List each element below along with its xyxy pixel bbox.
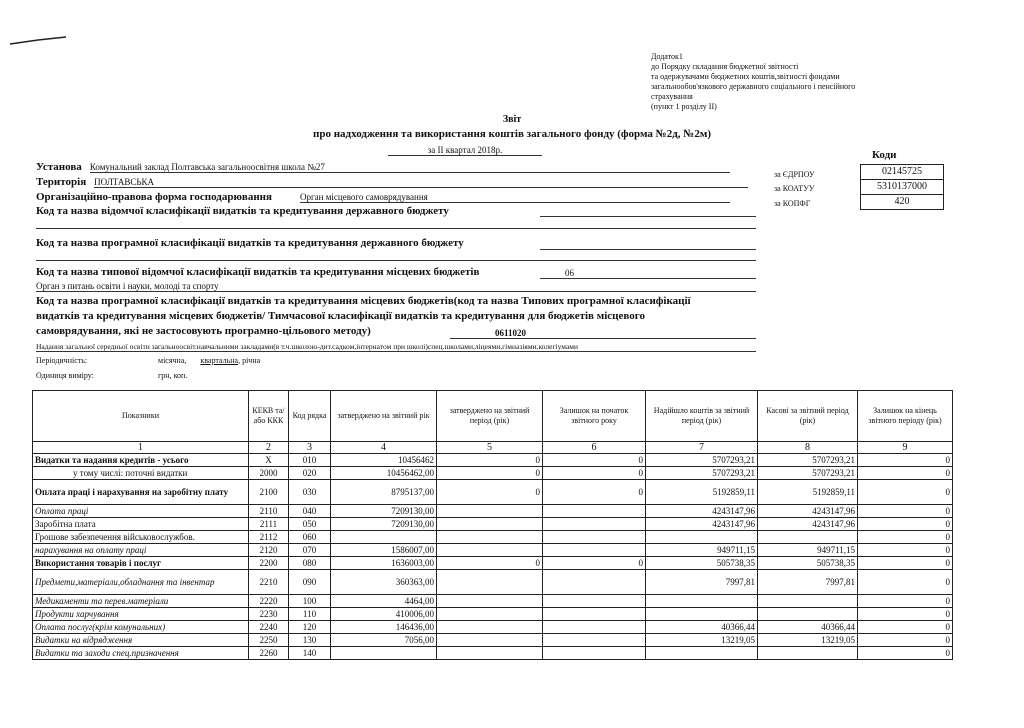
kekv-cell: 2260 bbox=[249, 647, 289, 660]
cash-cell bbox=[758, 647, 858, 660]
prog-class-line bbox=[36, 260, 756, 261]
org-form-field bbox=[36, 187, 730, 205]
row-name: Оплата праці і нарахування на заробітну плату bbox=[33, 480, 249, 505]
row-name: Медикаменти та перев.матеріали bbox=[33, 595, 249, 608]
approved-year-cell: 10456462,00 bbox=[331, 467, 437, 480]
addendum-line: страхування bbox=[651, 92, 693, 101]
received-cell bbox=[646, 595, 758, 608]
cash-cell: 5707293,21 bbox=[758, 454, 858, 467]
received-cell bbox=[646, 608, 758, 621]
cash-cell: 4243147,96 bbox=[758, 505, 858, 518]
balance-end-cell: 0 bbox=[858, 531, 953, 544]
row-name: Видатки та заходи спец.призначення bbox=[33, 647, 249, 660]
local-prog-label-2: видатків та кредитування місцевих бюджетів/ Тимчасової класифікації видатків та кредитування для бюджетів місцевого bbox=[36, 310, 645, 322]
org-form-value: Орган місцевого самоврядування bbox=[300, 192, 730, 203]
balance-start-cell bbox=[543, 595, 646, 608]
edrpou-code: 02145725 bbox=[860, 164, 944, 180]
balance-end-cell: 0 bbox=[858, 595, 953, 608]
column-number: 5 bbox=[437, 442, 543, 454]
cash-cell: 505738,35 bbox=[758, 557, 858, 570]
row-code: 100 bbox=[289, 595, 331, 608]
table-row bbox=[33, 647, 953, 660]
cash-cell bbox=[758, 608, 858, 621]
table-row bbox=[33, 608, 953, 621]
kekv-cell: 2230 bbox=[249, 608, 289, 621]
row-code: 140 bbox=[289, 647, 331, 660]
approved-year-cell: 1586007,00 bbox=[331, 544, 437, 557]
header-cell: Код рядка bbox=[289, 391, 331, 442]
row-name: у тому числі: поточні видатки bbox=[33, 467, 249, 480]
approved-period-cell: 0 bbox=[437, 480, 543, 505]
column-number-row bbox=[33, 442, 953, 454]
approved-year-cell: 410006,00 bbox=[331, 608, 437, 621]
table-row bbox=[33, 467, 953, 480]
territory-label: Територія bbox=[36, 176, 87, 188]
received-cell bbox=[646, 647, 758, 660]
approved-period-cell bbox=[437, 531, 543, 544]
column-number: 6 bbox=[543, 442, 646, 454]
received-cell: 4243147,96 bbox=[646, 518, 758, 531]
dept-class-line bbox=[36, 228, 756, 229]
addendum-note bbox=[651, 52, 855, 112]
column-number: 4 bbox=[331, 442, 437, 454]
received-cell: 505738,35 bbox=[646, 557, 758, 570]
header-cell: Залишок на кінець звітного періоду (рік) bbox=[858, 391, 953, 442]
header-cell: КЕКВ та/або ККК bbox=[249, 391, 289, 442]
approved-period-cell bbox=[437, 621, 543, 634]
table-row bbox=[33, 518, 953, 531]
kekv-cell: 2000 bbox=[249, 467, 289, 480]
unit-label: Одиниця виміру: bbox=[36, 371, 94, 380]
received-cell: 4243147,96 bbox=[646, 505, 758, 518]
row-code: 110 bbox=[289, 608, 331, 621]
header-cell: затверджено на звітний рік bbox=[331, 391, 437, 442]
balance-end-cell: 0 bbox=[858, 480, 953, 505]
periodicity-label: Періодичність: bbox=[36, 356, 88, 365]
balance-start-cell bbox=[543, 544, 646, 557]
row-name: Продукти харчування bbox=[33, 608, 249, 621]
approved-year-cell: 4464,00 bbox=[331, 595, 437, 608]
local-prog-code: 0611020 bbox=[450, 328, 756, 339]
typical-dept-code: 06 bbox=[540, 268, 756, 279]
typical-dept-name: Орган з питань освіти і науки, молоді та спорту bbox=[36, 281, 756, 292]
received-cell: 5192859,11 bbox=[646, 480, 758, 505]
cash-cell: 5707293,21 bbox=[758, 467, 858, 480]
kekv-cell: 2112 bbox=[249, 531, 289, 544]
table-row bbox=[33, 621, 953, 634]
row-name: Видатки та надання кредитів - усього bbox=[33, 454, 249, 467]
cash-cell bbox=[758, 531, 858, 544]
approved-period-cell bbox=[437, 647, 543, 660]
approved-period-cell bbox=[437, 595, 543, 608]
local-prog-label-1: Код та назва програмної класифікації видатків та кредитування місцевих бюджетів(код та назва Типових програмної класифікації bbox=[36, 295, 691, 307]
approved-year-cell: 10456462 bbox=[331, 454, 437, 467]
balance-start-cell: 0 bbox=[543, 480, 646, 505]
kekv-cell: 2111 bbox=[249, 518, 289, 531]
periodicity-monthly: місячна, bbox=[158, 356, 187, 365]
periodicity-quarterly: квартальна bbox=[200, 356, 239, 365]
report-title: Звіт bbox=[502, 114, 522, 125]
row-name: Оплата послуг(крім комунальних) bbox=[33, 621, 249, 634]
balance-start-cell: 0 bbox=[543, 467, 646, 480]
received-cell: 40366,44 bbox=[646, 621, 758, 634]
kekv-cell: 2110 bbox=[249, 505, 289, 518]
prog-class-line bbox=[540, 249, 756, 250]
row-name: Заробітна плата bbox=[33, 518, 249, 531]
kekv-cell: 2220 bbox=[249, 595, 289, 608]
approved-year-cell: 360363,00 bbox=[331, 570, 437, 595]
row-code: 040 bbox=[289, 505, 331, 518]
institution-value: Комунальний заклад Полтавська загальноосвітня школа №27 bbox=[90, 162, 730, 173]
approved-period-cell bbox=[437, 608, 543, 621]
balance-start-cell bbox=[543, 505, 646, 518]
approved-year-cell: 146436,00 bbox=[331, 621, 437, 634]
kekv-cell: 2250 bbox=[249, 634, 289, 647]
report-subtitle: про надходження та використання коштів загального фонду (форма №2д, №2м) bbox=[313, 128, 711, 140]
approved-period-cell bbox=[437, 505, 543, 518]
table-row bbox=[33, 557, 953, 570]
row-name: нарахування на оплату праці bbox=[33, 544, 249, 557]
balance-end-cell: 0 bbox=[858, 621, 953, 634]
row-name: Видатки на відрядження bbox=[33, 634, 249, 647]
cash-cell: 13219,05 bbox=[758, 634, 858, 647]
approved-period-cell bbox=[437, 544, 543, 557]
kopfg-code: 420 bbox=[860, 194, 944, 210]
periodicity-values bbox=[158, 356, 260, 365]
approved-period-cell bbox=[437, 570, 543, 595]
expenditure-table bbox=[32, 390, 953, 660]
received-cell bbox=[646, 531, 758, 544]
dept-class-label: Код та назва відомчої класифікації видатків та кредитування державного бюджету bbox=[36, 205, 449, 217]
org-form-label: Організаційно-правова форма господарювання bbox=[36, 191, 272, 203]
kekv-cell: 2240 bbox=[249, 621, 289, 634]
balance-end-cell: 0 bbox=[858, 634, 953, 647]
balance-start-cell bbox=[543, 518, 646, 531]
approved-period-cell bbox=[437, 634, 543, 647]
row-name: Використання товарів і послуг bbox=[33, 557, 249, 570]
balance-start-cell: 0 bbox=[543, 454, 646, 467]
column-number: 2 bbox=[249, 442, 289, 454]
row-name: Грошове забезпечення військовослужбов. bbox=[33, 531, 249, 544]
column-number: 3 bbox=[289, 442, 331, 454]
row-code: 090 bbox=[289, 570, 331, 595]
unit-value: грн, коп. bbox=[158, 371, 188, 380]
row-name: Оплата праці bbox=[33, 505, 249, 518]
table-header-row bbox=[33, 391, 953, 442]
balance-end-cell: 0 bbox=[858, 557, 953, 570]
row-code: 130 bbox=[289, 634, 331, 647]
approved-year-cell: 7209130,00 bbox=[331, 505, 437, 518]
dept-class-line bbox=[540, 216, 756, 217]
row-code: 080 bbox=[289, 557, 331, 570]
cash-cell: 949711,15 bbox=[758, 544, 858, 557]
balance-start-cell bbox=[543, 621, 646, 634]
header-cell: Залишок на початок звітного року bbox=[543, 391, 646, 442]
addendum-line: загальнообов'язкового державного соціального і пенсійного bbox=[651, 82, 856, 91]
table-row bbox=[33, 505, 953, 518]
approved-period-cell: 0 bbox=[437, 454, 543, 467]
edrpou-label: за ЄДРПОУ bbox=[774, 170, 815, 179]
balance-end-cell: 0 bbox=[858, 518, 953, 531]
row-code: 030 bbox=[289, 480, 331, 505]
cash-cell bbox=[758, 595, 858, 608]
approved-period-cell bbox=[437, 518, 543, 531]
approved-period-cell: 0 bbox=[437, 557, 543, 570]
pen-mark bbox=[8, 34, 68, 46]
table-row bbox=[33, 531, 953, 544]
received-cell: 949711,15 bbox=[646, 544, 758, 557]
column-number: 1 bbox=[33, 442, 249, 454]
institution-label: Установа bbox=[36, 161, 82, 173]
approved-year-cell: 8795137,00 bbox=[331, 480, 437, 505]
approved-year-cell: 1636003,00 bbox=[331, 557, 437, 570]
kekv-cell: 2100 bbox=[249, 480, 289, 505]
cash-cell: 7997,81 bbox=[758, 570, 858, 595]
approved-year-cell: 7209130,00 bbox=[331, 518, 437, 531]
approved-period-cell: 0 bbox=[437, 467, 543, 480]
balance-end-cell: 0 bbox=[858, 454, 953, 467]
typical-dept-label: Код та назва типової відомчої класифікації видатків та кредитування місцевих бюджетів bbox=[36, 266, 480, 278]
koatuu-label: за КОАТУУ bbox=[774, 184, 815, 193]
row-code: 120 bbox=[289, 621, 331, 634]
row-code: 010 bbox=[289, 454, 331, 467]
table-row bbox=[33, 480, 953, 505]
kekv-cell: 2200 bbox=[249, 557, 289, 570]
kekv-cell: 2210 bbox=[249, 570, 289, 595]
row-name: Предмети,матеріали,обладнання та інвентар bbox=[33, 570, 249, 595]
balance-start-cell bbox=[543, 570, 646, 595]
balance-start-cell bbox=[543, 531, 646, 544]
balance-end-cell: 0 bbox=[858, 544, 953, 557]
table-body bbox=[33, 454, 953, 660]
prog-class-label: Код та назва програмної класифікації видатків та кредитування державного бюджету bbox=[36, 237, 464, 249]
row-code: 060 bbox=[289, 531, 331, 544]
row-code: 050 bbox=[289, 518, 331, 531]
balance-end-cell: 0 bbox=[858, 608, 953, 621]
table-row bbox=[33, 634, 953, 647]
addendum-line: Додаток1 bbox=[651, 52, 683, 61]
kopfg-label: за КОПФГ bbox=[774, 199, 811, 208]
table-row bbox=[33, 454, 953, 467]
addendum-line: та одержувачами бюджетних коштів,звітності фондами bbox=[651, 72, 840, 81]
local-prog-label-3: самоврядування, які не застосовують програмно-цільового методу) bbox=[36, 325, 371, 337]
addendum-line: (пункт 1 розділу II) bbox=[651, 102, 717, 111]
periodicity-annual: , річна bbox=[238, 356, 261, 365]
kekv-cell: 2120 bbox=[249, 544, 289, 557]
column-number: 7 bbox=[646, 442, 758, 454]
kekv-cell: X bbox=[249, 454, 289, 467]
received-cell: 5707293,21 bbox=[646, 467, 758, 480]
table-row bbox=[33, 595, 953, 608]
table-row bbox=[33, 544, 953, 557]
report-period: за II квартал 2018р. bbox=[388, 145, 542, 156]
row-code: 020 bbox=[289, 467, 331, 480]
approved-year-cell bbox=[331, 647, 437, 660]
balance-start-cell: 0 bbox=[543, 557, 646, 570]
koatuu-code: 5310137000 bbox=[860, 179, 944, 195]
header-cell: Надійшло коштів за звітний період (рік) bbox=[646, 391, 758, 442]
column-number: 9 bbox=[858, 442, 953, 454]
codes-heading: Коди bbox=[872, 149, 897, 161]
territory-value: ПОЛТАВСЬКА bbox=[94, 177, 748, 188]
balance-end-cell: 0 bbox=[858, 570, 953, 595]
cash-cell: 40366,44 bbox=[758, 621, 858, 634]
column-number: 8 bbox=[758, 442, 858, 454]
cash-cell: 5192859,11 bbox=[758, 480, 858, 505]
header-cell: затверджено на звітний період (рік) bbox=[437, 391, 543, 442]
header-cell: Касові за звітний період (рік) bbox=[758, 391, 858, 442]
header-cell: Показники bbox=[33, 391, 249, 442]
balance-start-cell bbox=[543, 634, 646, 647]
balance-end-cell: 0 bbox=[858, 647, 953, 660]
approved-year-cell bbox=[331, 531, 437, 544]
received-cell: 7997,81 bbox=[646, 570, 758, 595]
local-prog-name: Надання загальної середньої освіти загальноосвіт.навчальними закладами(в т.ч.школою-дит.садком,інтернатом при школі)спец.школами,ліцеями,гімназіями,колегіумами bbox=[36, 342, 756, 352]
received-cell: 13219,05 bbox=[646, 634, 758, 647]
balance-end-cell: 0 bbox=[858, 467, 953, 480]
addendum-line: до Порядку складання бюджетної звітності bbox=[651, 62, 799, 71]
balance-start-cell bbox=[543, 647, 646, 660]
balance-start-cell bbox=[543, 608, 646, 621]
balance-end-cell: 0 bbox=[858, 505, 953, 518]
row-code: 070 bbox=[289, 544, 331, 557]
approved-year-cell: 7056,00 bbox=[331, 634, 437, 647]
cash-cell: 4243147,96 bbox=[758, 518, 858, 531]
table-row bbox=[33, 570, 953, 595]
received-cell: 5707293,21 bbox=[646, 454, 758, 467]
